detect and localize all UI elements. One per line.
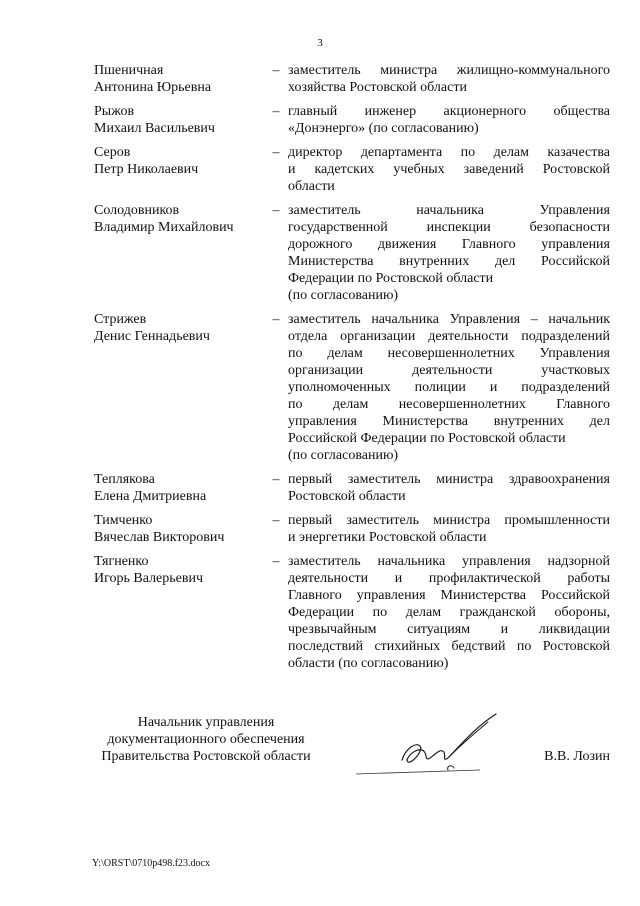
position-line: государственной инспекции безопасности — [288, 220, 610, 235]
position-line: (по согласованию) — [288, 288, 399, 303]
position-line: по делам несовершеннолетних Главного — [288, 397, 610, 412]
dash-separator: – — [272, 513, 280, 528]
member-surname: Тимченко — [94, 513, 153, 528]
position-line: управления Министерства внутренних дел — [288, 414, 610, 429]
member-name — [94, 471, 264, 505]
dash-separator: – — [272, 203, 280, 218]
member-surname: Солодовников — [94, 203, 180, 218]
dash-separator: – — [272, 554, 280, 569]
commission-roster — [94, 62, 610, 679]
position-line: отдела организации деятельности подразделений — [288, 329, 610, 344]
member-name — [94, 103, 264, 137]
position-line: Министерства внутренних дел Российской — [288, 254, 610, 269]
page-number: 3 — [317, 37, 323, 49]
member-name — [94, 311, 264, 464]
member-position — [288, 202, 610, 304]
member-position — [288, 512, 610, 546]
position-line: области — [288, 179, 335, 194]
position-line: Федерации по Ростовской области — [288, 271, 494, 286]
member-name — [94, 512, 264, 546]
member-given-names: Петр Николаевич — [94, 162, 199, 177]
position-line: области (по согласованию) — [288, 656, 449, 671]
position-line: хозяйства Ростовской области — [288, 80, 467, 95]
position-line: деятельности и профилактической работы — [288, 571, 610, 586]
member-given-names: Денис Геннадьевич — [94, 329, 210, 344]
member-given-names: Антонина Юрьевна — [94, 80, 212, 95]
member-surname: Теплякова — [94, 472, 155, 487]
signatory-title-line: Начальник управления — [137, 715, 275, 730]
member-name — [94, 553, 264, 672]
member-surname: Рыжов — [94, 104, 135, 119]
roster-entry — [94, 311, 610, 464]
position-line: и энергетики Ростовской области — [288, 530, 487, 545]
handwritten-signature — [354, 708, 504, 788]
signatory-title — [90, 714, 322, 765]
position-line: заместитель начальника Управления – начальник — [288, 312, 610, 327]
position-line: заместитель начальника Управления — [288, 203, 610, 218]
member-name — [94, 144, 264, 195]
member-position — [288, 311, 610, 464]
member-name — [94, 62, 264, 96]
roster-entry — [94, 512, 610, 546]
roster-entry — [94, 103, 610, 137]
member-position — [288, 144, 610, 195]
member-given-names: Вячеслав Викторович — [94, 530, 225, 545]
position-line: Ростовской области — [288, 489, 406, 504]
position-line: организации деятельности участковых — [288, 363, 610, 378]
member-given-names: Елена Дмитриевна — [94, 489, 207, 504]
member-surname: Тягненко — [94, 554, 149, 569]
roster-entry — [94, 202, 610, 304]
member-surname: Серов — [94, 145, 131, 160]
position-line: чрезвычайным ситуациям и ликвидации — [288, 622, 610, 637]
signature-block — [0, 714, 640, 794]
position-line: и кадетских учебных заведений Ростовской — [288, 162, 610, 177]
position-line: Главного управления Министерства Российской — [288, 588, 610, 603]
position-line: Федерации по делам гражданской обороны, — [288, 605, 610, 620]
member-surname: Стрижев — [94, 312, 147, 327]
member-surname: Пшеничная — [94, 63, 164, 78]
position-line: уполномоченных полиции и подразделений — [288, 380, 610, 395]
dash-separator: – — [272, 63, 280, 78]
position-line: (по согласованию) — [288, 448, 399, 463]
signatory-title-line: документационного обеспечения — [107, 732, 305, 747]
position-line: заместитель начальника управления надзорной — [288, 554, 610, 569]
dash-separator: – — [272, 104, 280, 119]
position-line: «Донэнерго» (по согласованию) — [288, 121, 479, 136]
position-line: по делам несовершеннолетних Управления — [288, 346, 610, 361]
signatory-name: В.В. Лозин — [544, 749, 610, 764]
member-given-names: Владимир Михайлович — [94, 220, 234, 235]
position-line: директор департамента по делам казачества — [288, 145, 610, 160]
roster-entry — [94, 553, 610, 672]
position-line: заместитель министра жилищно-коммунального — [288, 63, 610, 78]
member-position — [288, 103, 610, 137]
member-position — [288, 553, 610, 672]
member-given-names: Михаил Васильевич — [94, 121, 215, 136]
signatory-title-line: Правительства Ростовской области — [101, 749, 311, 764]
position-line: первый заместитель министра здравоохранения — [288, 472, 610, 487]
position-line: дорожного движения Главного управления — [288, 237, 610, 252]
member-position — [288, 471, 610, 505]
roster-entry — [94, 471, 610, 505]
document-file-path: Y:\ORST\0710p498.f23.docx — [92, 858, 210, 869]
roster-entry — [94, 62, 610, 96]
member-name — [94, 202, 264, 304]
dash-separator: – — [272, 312, 280, 327]
position-line: последствий стихийных бедствий по Ростовской — [288, 639, 610, 654]
dash-separator: – — [272, 472, 280, 487]
dash-separator: – — [272, 145, 280, 160]
member-position — [288, 62, 610, 96]
position-line: главный инженер акционерного общества — [288, 104, 610, 119]
position-line: Российской Федерации по Ростовской области — [288, 431, 566, 446]
position-line: первый заместитель министра промышленности — [288, 513, 610, 528]
roster-entry — [94, 144, 610, 195]
member-given-names: Игорь Валерьевич — [94, 571, 204, 586]
